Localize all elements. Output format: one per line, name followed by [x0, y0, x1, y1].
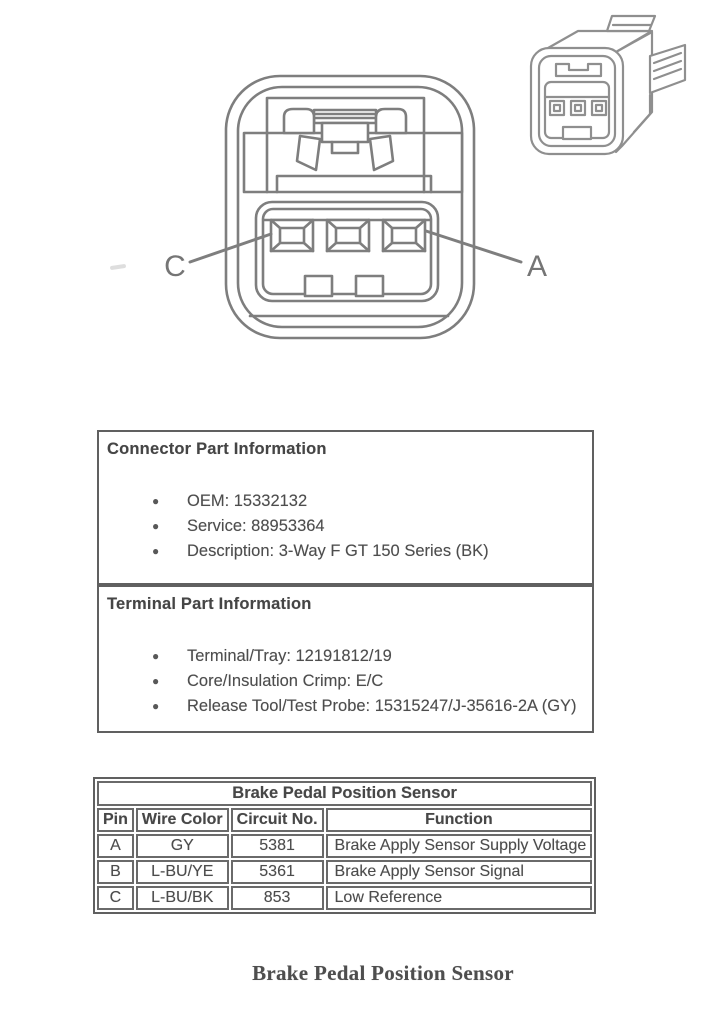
table-row — [97, 860, 592, 884]
terminal-cavity-b — [327, 220, 369, 251]
pin-table — [93, 777, 596, 914]
col-header-circuit-no: Circuit No. — [231, 808, 324, 832]
bullet-icon: ● — [152, 699, 160, 713]
col-header-function: Function — [326, 808, 593, 832]
cell-pin: C — [97, 886, 134, 910]
terminal-info-item: Terminal/Tray: 12191812/19 — [187, 647, 392, 665]
list-item — [107, 489, 582, 514]
list-item — [107, 539, 582, 564]
cell-function: Brake Apply Sensor Signal — [326, 860, 593, 884]
terminal-info-title: Terminal Part Information — [107, 595, 312, 613]
connector-part-information-section — [99, 432, 592, 583]
iso-rear-nub — [650, 45, 685, 93]
cell-pin: A — [97, 834, 134, 858]
connector-info-item: Service: 88953364 — [187, 517, 325, 535]
cell-circuit: 5381 — [231, 834, 324, 858]
list-item — [107, 669, 582, 694]
connector-info-list — [107, 489, 582, 564]
cell-wire: L-BU/YE — [136, 860, 229, 884]
list-item — [107, 694, 582, 719]
col-header-wire-color: Wire Color — [136, 808, 229, 832]
table-header-row — [97, 808, 592, 832]
connector-front-view-diagram — [190, 76, 521, 338]
pin-table-title: Brake Pedal Position Sensor — [97, 781, 592, 806]
terminal-part-information-section — [99, 587, 592, 731]
table-title-row — [97, 781, 592, 806]
pin-c-label: C — [164, 250, 186, 283]
table-row — [97, 886, 592, 910]
terminal-info-item: Release Tool/Test Probe: 15315247/J-35616-2A (GY) — [187, 697, 577, 715]
terminal-info-list — [107, 644, 582, 719]
iso-bottom-tab — [563, 127, 591, 139]
terminal-info-item: Core/Insulation Crimp: E/C — [187, 672, 384, 690]
part-information-box — [97, 430, 594, 733]
index-key-right — [356, 276, 383, 296]
cell-wire: L-BU/BK — [136, 886, 229, 910]
terminal-cavity-c — [271, 220, 313, 251]
connector-3d-view — [531, 16, 685, 154]
cell-pin: B — [97, 860, 134, 884]
bullet-icon: ● — [152, 544, 160, 558]
figure-caption: Brake Pedal Position Sensor — [252, 961, 514, 985]
connector-info-title: Connector Part Information — [107, 440, 327, 458]
cell-function: Brake Apply Sensor Supply Voltage — [326, 834, 593, 858]
list-item — [107, 644, 582, 669]
cell-circuit: 5361 — [231, 860, 324, 884]
col-header-pin: Pin — [97, 808, 134, 832]
bullet-icon: ● — [152, 674, 160, 688]
table-row — [97, 834, 592, 858]
bullet-icon: ● — [152, 494, 160, 508]
connector-info-item: Description: 3-Way F GT 150 Series (BK) — [187, 542, 489, 560]
bullet-icon: ● — [152, 519, 160, 533]
bullet-icon: ● — [152, 649, 160, 663]
cell-circuit: 853 — [231, 886, 324, 910]
connector-info-item: OEM: 15332132 — [187, 492, 308, 510]
terminal-cavity-a — [383, 220, 425, 251]
cell-function: Low Reference — [326, 886, 593, 910]
pin-a-label: A — [526, 250, 548, 283]
cell-wire: GY — [136, 834, 229, 858]
list-item — [107, 514, 582, 539]
index-key-left — [305, 276, 332, 296]
iso-top-tab — [607, 16, 655, 31]
connector-figure — [0, 0, 708, 400]
